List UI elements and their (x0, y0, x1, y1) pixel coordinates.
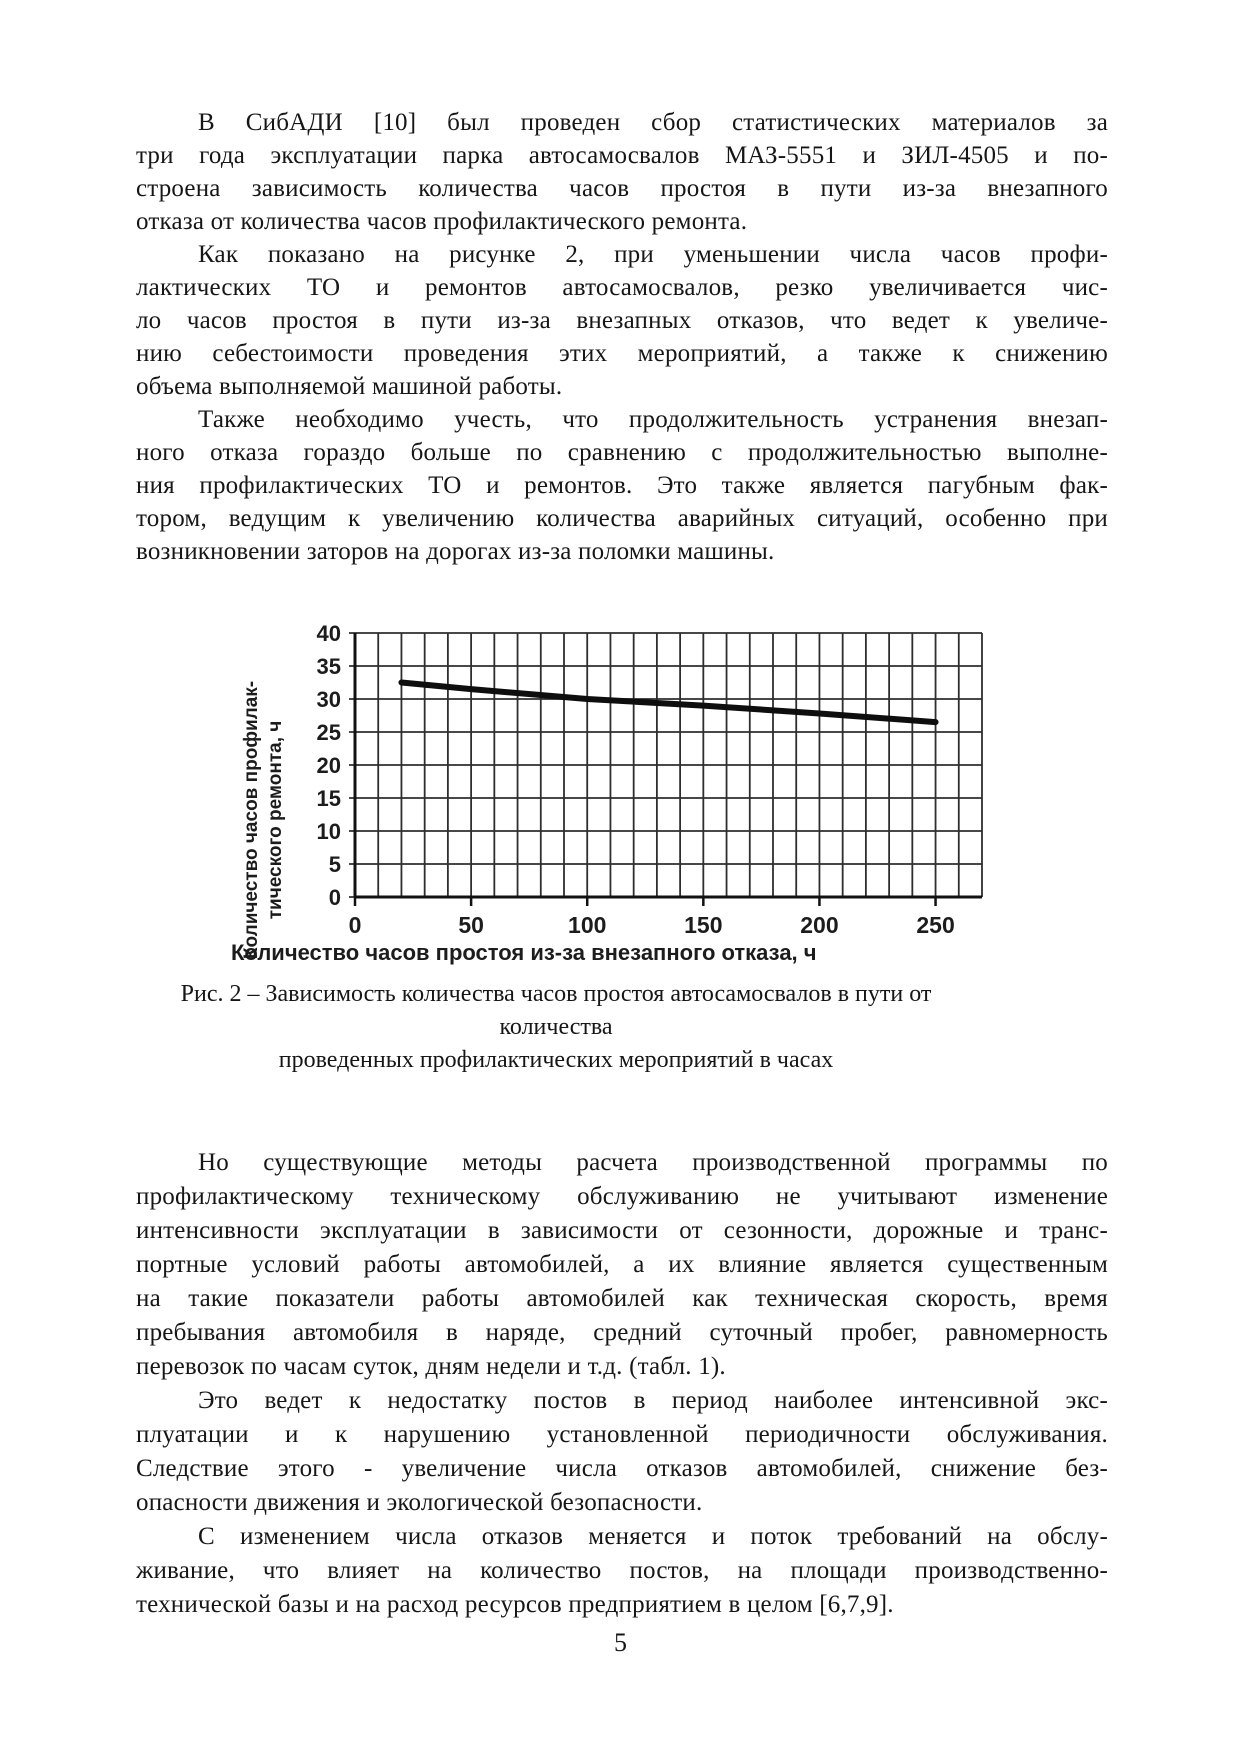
x-axis-tick-label: 200 (800, 912, 839, 938)
y-axis-title: Количество часов профилак- (241, 680, 262, 960)
text-line: В СибАДИ [10] был проведен сбор статистических материалов за (198, 109, 1108, 136)
text-line: ного отказа гораздо больше по сравнению с продолжительностью выполне- (136, 439, 1108, 466)
text-block-upper (136, 106, 1108, 568)
text-line: живание, что влияет на количество постов, на площади производственно- (136, 1557, 1108, 1584)
text-line: Также необходимо учесть, что продолжительность устранения внезап- (198, 406, 1108, 433)
text-line: тором, ведущим к увеличению количества аварийных ситуаций, особенно при (136, 505, 1108, 532)
y-axis-tick-label: 5 (328, 852, 341, 877)
paragraph (136, 403, 1108, 568)
text-line: портные условий работы автомобилей, а их влияние является существенным (136, 1251, 1108, 1278)
text-line: ло часов простоя в пути из-за внезапных отказов, что ведет к увеличе- (136, 307, 1108, 334)
trend-line (401, 683, 935, 723)
x-axis-tick-label: 150 (684, 912, 723, 938)
text-line: отказа от количества часов профилактического ремонта. (136, 208, 748, 235)
text-line: интенсивности эксплуатации в зависимости от сезонности, дорожные и транс- (136, 1217, 1108, 1244)
paragraph (136, 238, 1108, 403)
y-axis-tick-label: 30 (316, 687, 341, 712)
text-line: Но существующие методы расчета производственной программы по (198, 1149, 1108, 1176)
text-line: профилактическому техническому обслуживанию не учитывают изменение (136, 1183, 1108, 1210)
text-line: опасности движения и экологической безопасности. (136, 1489, 703, 1516)
paragraph (136, 106, 1108, 238)
text-line: объема выполняемой машиной работы. (136, 373, 563, 400)
x-axis-tick-label: 250 (916, 912, 955, 938)
text-line: строена зависимость количества часов простоя в пути из-за внезапного (136, 175, 1108, 202)
y-axis-tick-label: 15 (316, 786, 341, 811)
x-axis-title: Количество часов простоя из-за внезапного отказа, ч (231, 940, 817, 965)
text-line: перевозок по часам суток, дням недели и т.д. (табл. 1). (136, 1353, 726, 1380)
paragraph (136, 1520, 1108, 1622)
grid (349, 633, 982, 897)
text-line: ния профилактических ТО и ремонтов. Это также является пагубным фак- (136, 472, 1108, 499)
text-line: Это ведет к недостатку постов в период наиболее интенсивной экс- (198, 1387, 1108, 1414)
figure-caption-line-1: Рис. 2 – Зависимость количества часов простоя автосамосвалов в пути от количества (180, 981, 932, 1040)
y-axis-tick-label: 40 (316, 621, 341, 646)
text-line: технической базы и на расход ресурсов предприятием в целом [6,7,9]. (136, 1591, 894, 1618)
y-axis-tick-label: 0 (328, 885, 341, 910)
y-axis-tick-label: 25 (316, 720, 341, 745)
line-chart (215, 572, 1005, 972)
figure-caption-line-2: проведенных профилактических мероприятий в часах (278, 1047, 834, 1073)
text-line: плуатации и к нарушению установленной периодичности обслуживания. (136, 1421, 1108, 1448)
text-line: нию себестоимости проведения этих мероприятий, а также к снижению (136, 340, 1108, 367)
x-axis-tick-label: 50 (458, 912, 484, 938)
text-line: возникновении заторов на дорогах из-за поломки машины. (136, 538, 775, 565)
figure-caption (136, 978, 976, 1077)
text-line: пребывания автомобиля в наряде, средний суточный пробег, равномерность (136, 1319, 1108, 1346)
text-line: лактических ТО и ремонтов автосамосвалов, резко увеличивается чис- (136, 274, 1108, 301)
y-axis-tick-label: 10 (316, 819, 341, 844)
text-line: три года эксплуатации парка автосамосвалов МАЗ-5551 и ЗИЛ-4505 и по- (136, 142, 1108, 169)
text-line: Как показано на рисунке 2, при уменьшении числа часов профи- (198, 241, 1108, 268)
text-block-lower (136, 1146, 1108, 1622)
page-number: 5 (614, 1628, 627, 1657)
x-axis-tick-label: 100 (568, 912, 607, 938)
text-line: Следствие этого - увеличение числа отказов автомобилей, снижение без- (136, 1455, 1108, 1482)
y-axis-tick-label: 35 (316, 654, 341, 679)
y-axis-title: тического ремонта, ч (265, 720, 286, 920)
x-axis-tick-label: 0 (348, 912, 362, 938)
paragraph (136, 1146, 1108, 1384)
y-axis-tick-label: 20 (316, 753, 341, 778)
paragraph (136, 1384, 1108, 1520)
text-line: С изменением числа отказов меняется и поток требований на обслу- (198, 1523, 1108, 1550)
text-line: на такие показатели работы автомобилей как техническая скорость, время (136, 1285, 1108, 1312)
